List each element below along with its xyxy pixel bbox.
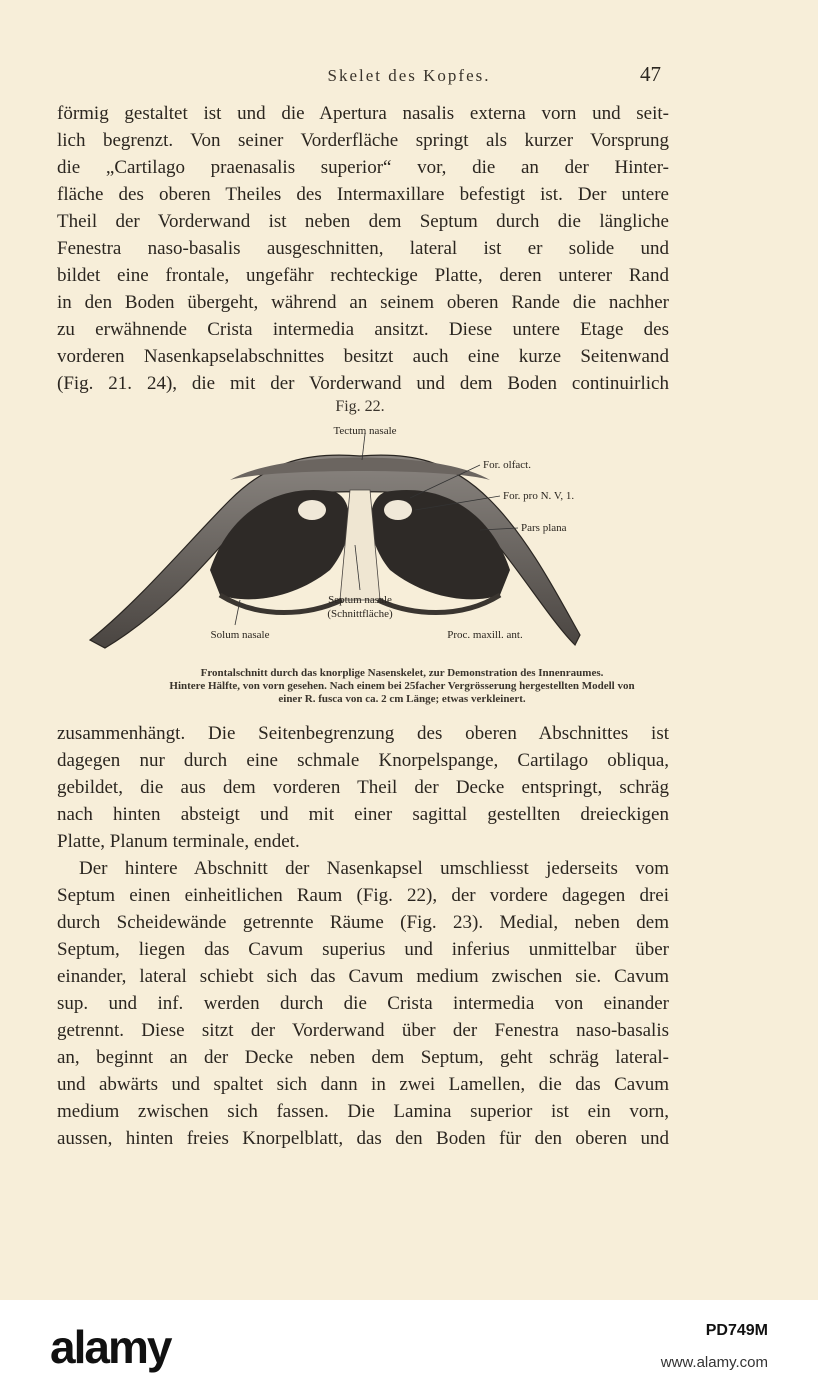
text-line: dagegen nur durch eine schmale Knorpelspange, Cartilago obliqua,	[57, 750, 669, 771]
upper-paragraph	[57, 100, 669, 397]
text-line: Theil der Vorderwand ist neben dem Septum durch die längliche	[57, 211, 669, 232]
lower-paragraph	[57, 720, 669, 1152]
text-line: die „Cartilago praenasalis superior“ vor, die an der Hinter-	[57, 157, 669, 178]
text-line: bildet eine frontale, ungefähr rechteckige Platte, deren unterer Rand	[57, 265, 669, 286]
text-line: lich begrenzt. Von seiner Vorderfläche springt als kurzer Vorsprung	[57, 130, 669, 151]
text-line: aussen, hinten freies Knorpelblatt, das den Boden für den oberen und	[57, 1128, 669, 1149]
right-foramen	[384, 500, 412, 520]
text-line: einander, lateral schiebt sich das Cavum medium zwischen sie. Cavum	[57, 966, 669, 987]
label-tectum: Tectum nasale	[333, 425, 397, 437]
label-solum: Solum nasale	[210, 629, 270, 641]
alamy-logo: alamy	[50, 1321, 171, 1373]
text-line: Platte, Planum terminale, endet.	[57, 831, 300, 852]
label-for-olfact: For. olfact.	[483, 459, 531, 471]
text-line: durch Scheidewände getrennte Räume (Fig. 23). Medial, neben dem	[57, 912, 669, 933]
text-line: medium zwischen sich fassen. Die Lamina superior ist ein vorn,	[57, 1101, 669, 1122]
text-line: nach hinten absteigt und mit einer sagittal gestellten dreieckigen	[57, 804, 669, 825]
text-line: zusammenhängt. Die Seitenbegrenzung des oberen Abschnittes ist	[57, 723, 669, 744]
text-line: förmig gestaltet ist und die Apertura nasalis externa vorn und seit-	[57, 103, 669, 124]
text-line: Der hintere Abschnitt der Nasenkapsel umschliesst jederseits vom	[79, 858, 669, 879]
text-line: sup. und inf. werden durch die Crista intermedia von einander	[57, 993, 669, 1014]
watermark-bar	[0, 1300, 818, 1390]
label-for-pro: For. pro N. V, 1.	[503, 490, 575, 502]
figure-caption	[72, 667, 732, 706]
nasal-skeleton-figure	[80, 420, 640, 660]
text-line: Fenestra naso-basalis ausgeschnitten, lateral ist er solide und	[57, 238, 669, 259]
caption-line: Frontalschnitt durch das knorplige Nasenskelet, zur Demonstration des Innenraumes.	[200, 667, 604, 679]
image-id: PD749M	[705, 1322, 768, 1339]
caption-line: einer R. fusca von ca. 2 cm Länge; etwas verkleinert.	[278, 693, 526, 705]
image-url: www.alamy.com	[660, 1354, 768, 1371]
text-line: zu erwähnende Crista intermedia ansitzt. Diese untere Etage des	[57, 319, 669, 340]
text-line: Septum, liegen das Cavum superius und inferius unmittelbar über	[57, 939, 669, 960]
page-number: 47	[640, 62, 661, 86]
running-head: Skelet des Kopfes.	[327, 66, 491, 85]
label-proc: Proc. maxill. ant.	[447, 629, 523, 641]
text-line: an, beginnt an der Decke neben dem Septum, geht schräg lateral-	[57, 1047, 669, 1068]
label-septum-1: Septum nasale	[328, 594, 392, 606]
caption-line: Hintere Hälfte, von vorn gesehen. Nach einem bei 25facher Vergrösserung hergestellten Modell von	[169, 680, 635, 692]
text-line: fläche des oberen Theiles des Intermaxillare befestigt ist. Der untere	[57, 184, 669, 205]
text-line: Septum einen einheitlichen Raum (Fig. 22), der vordere dagegen drei	[57, 885, 669, 906]
figure-label: Fig. 22.	[335, 398, 385, 415]
text-line: gebildet, die aus dem vorderen Theil der Decke entspringt, schräg	[57, 777, 669, 798]
label-septum-2: (Schnittfläche)	[327, 608, 393, 620]
text-line: und abwärts und spaltet sich dann in zwei Lamellen, die das Cavum	[57, 1074, 669, 1095]
text-line: getrennt. Diese sitzt der Vorderwand über der Fenestra naso-basalis	[57, 1020, 669, 1041]
label-pars-plana: Pars plana	[521, 522, 567, 534]
text-line: vorderen Nasenkapselabschnittes besitzt auch eine kurze Seitenwand	[57, 346, 669, 367]
text-line: in den Boden übergeht, während an seinem oberen Rande die nachher	[57, 292, 669, 313]
text-line: (Fig. 21. 24), die mit der Vorderwand und dem Boden continuirlich	[57, 373, 669, 394]
left-foramen	[298, 500, 326, 520]
